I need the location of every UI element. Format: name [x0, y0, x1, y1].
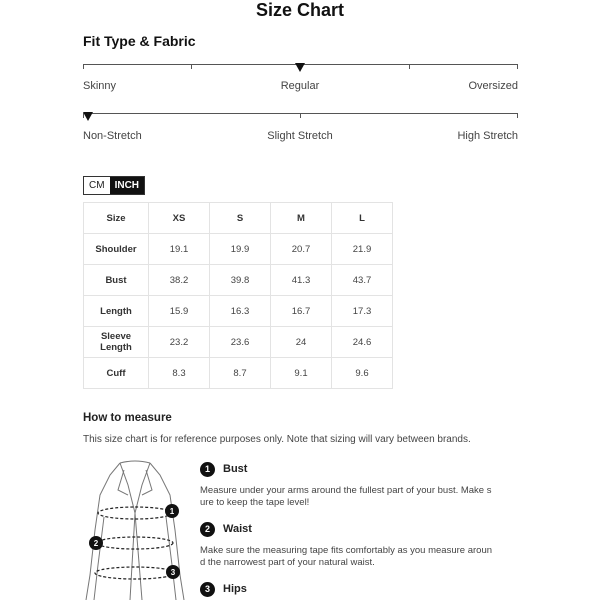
marker-1: [165, 504, 179, 518]
measure-item-title-hips: Hips: [223, 583, 247, 595]
table-cell: 21.9: [332, 234, 393, 265]
table-header-cell: L: [332, 203, 393, 234]
marker-2: [89, 536, 103, 550]
marker-1-label: 1: [169, 507, 175, 516]
table-row: [84, 296, 393, 327]
measure-number-badge: 2: [200, 522, 215, 537]
unit-inch-button[interactable]: INCH: [110, 177, 144, 194]
table-cell: 16.3: [210, 296, 271, 327]
fit-type-label-oversized: Oversized: [468, 80, 518, 92]
measure-item-desc-bust: Measure under your arms around the fullest part of your bust. Make sure to keep the tape level!: [200, 485, 492, 508]
stretch-label-slight-stretch: Slight Stretch: [267, 130, 333, 142]
table-header-cell: Size: [84, 203, 149, 234]
unit-toggle: [83, 176, 145, 195]
table-cell: 38.2: [149, 265, 210, 296]
how-to-measure-note: This size chart is for reference purposes only. Note that sizing will vary between brands.: [83, 434, 471, 445]
table-row-label: Shoulder: [84, 234, 149, 265]
table-row: [84, 358, 393, 389]
jacket-outline: [120, 463, 150, 513]
table-header-cell: S: [210, 203, 271, 234]
measure-number-badge: 1: [200, 462, 215, 477]
fit-section-title: Fit Type & Fabric: [83, 33, 196, 49]
table-header-row: [84, 203, 393, 234]
stretch-tick: [517, 113, 518, 118]
waist-measure-line: [97, 537, 173, 549]
jacket-outline: [130, 513, 135, 600]
jacket-outline: [135, 513, 142, 600]
hips-measure-line: [95, 567, 175, 579]
jacket-outline: [120, 461, 150, 463]
jacket-outline: [142, 470, 152, 495]
table-cell: 20.7: [271, 234, 332, 265]
fit-type-label-regular: Regular: [280, 80, 320, 92]
jacket-outline: [118, 470, 128, 495]
table-cell: 43.7: [332, 265, 393, 296]
table-row: [84, 234, 393, 265]
table-row-label: Length: [84, 296, 149, 327]
table-row-label: Cuff: [84, 358, 149, 389]
table-cell: 16.7: [271, 296, 332, 327]
jacket-outline: [150, 463, 184, 600]
jacket-outline: [86, 463, 120, 600]
marker-3: [166, 565, 180, 579]
marker-2-label: 2: [93, 539, 99, 548]
table-row: [84, 327, 393, 358]
table-cell: 23.6: [210, 327, 271, 358]
measure-item-desc-waist: Make sure the measuring tape fits comfortably as you measure around the narrowest part of your natural waist.: [200, 545, 493, 568]
unit-cm-button[interactable]: CM: [84, 177, 110, 194]
table-header-cell: M: [271, 203, 332, 234]
fit-type-tick: [409, 64, 410, 69]
fit-type-tick: [83, 64, 84, 69]
table-cell: 8.7: [210, 358, 271, 389]
stretch-tick: [300, 113, 301, 118]
size-table: [83, 202, 393, 389]
table-cell: 24: [271, 327, 332, 358]
marker-3-label: 3: [170, 568, 176, 577]
fit-type-tick: [517, 64, 518, 69]
table-cell: 9.6: [332, 358, 393, 389]
table-row-label: Bust: [84, 265, 149, 296]
table-cell: 19.9: [210, 234, 271, 265]
stretch-label-high-stretch: High Stretch: [457, 130, 518, 142]
page-title: Size Chart: [255, 0, 345, 20]
stretch-label-non-stretch: Non-Stretch: [83, 130, 142, 142]
table-row-label: Sleeve Length: [84, 327, 149, 358]
table-cell: 41.3: [271, 265, 332, 296]
table-row: [84, 265, 393, 296]
fit-type-selected-marker: [295, 63, 305, 72]
table-cell: 19.1: [149, 234, 210, 265]
fit-type-label-skinny: Skinny: [83, 80, 117, 92]
table-cell: 17.3: [332, 296, 393, 327]
table-cell: 39.8: [210, 265, 271, 296]
table-cell: 8.3: [149, 358, 210, 389]
measure-item-title-bust: Bust: [223, 463, 248, 475]
measure-item-title-waist: Waist: [223, 523, 252, 535]
table-cell: 23.2: [149, 327, 210, 358]
measure-number-badge: 3: [200, 582, 215, 597]
table-cell: 15.9: [149, 296, 210, 327]
table-cell: 9.1: [271, 358, 332, 389]
how-to-measure-title: How to measure: [83, 412, 172, 424]
stretch-selected-marker: [83, 112, 93, 121]
table-cell: 24.6: [332, 327, 393, 358]
fit-type-tick: [191, 64, 192, 69]
table-header-cell: XS: [149, 203, 210, 234]
jacket-illustration: [80, 455, 190, 600]
